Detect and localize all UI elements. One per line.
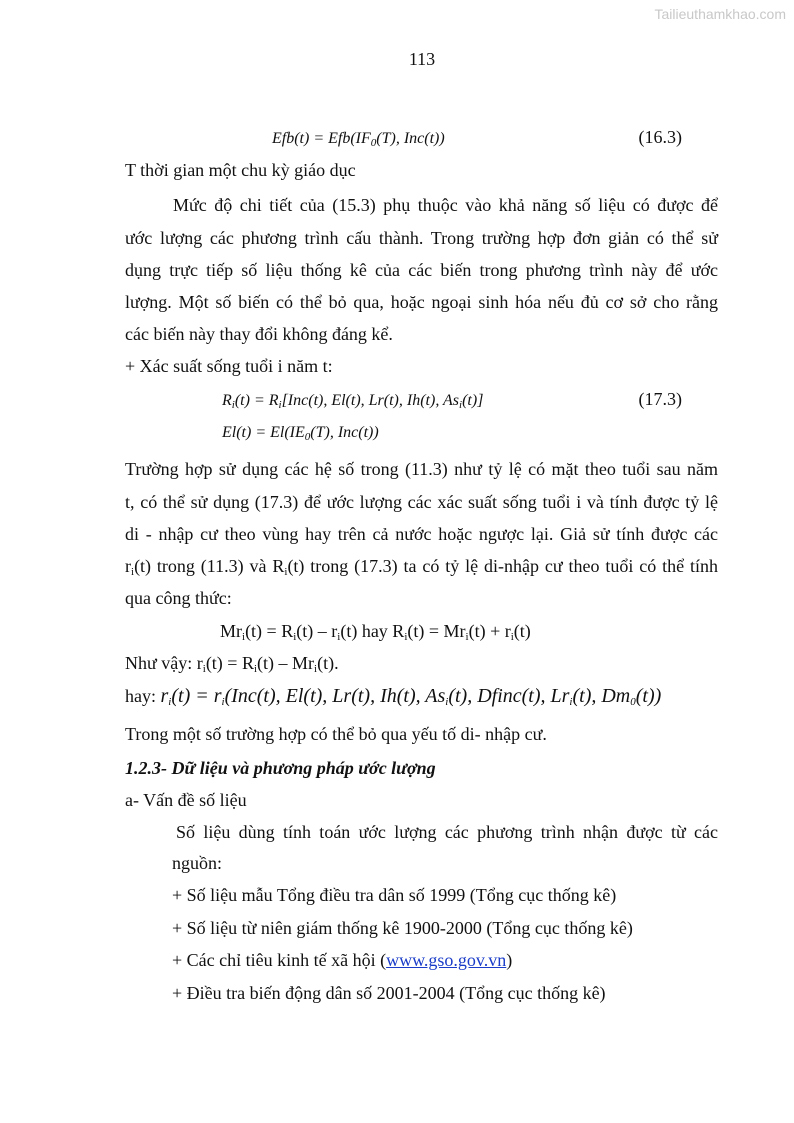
source-item: + Số liệu mẫu Tổng điều tra dân số 1999 (Tổng cục thống kê) <box>172 885 617 905</box>
paragraph-line: dụng trực tiếp số liệu thống kê của các biến trong phương trình này để ước <box>125 260 718 280</box>
equation-mr: $Mr_i(t) = R_i(t) - r_i(t)$ hay $R_i(t) = Mr_i(t) + r_i(t)$ <box>220 621 531 643</box>
text-line: Trong một số trường hợp có thể bỏ qua yếu tố di- nhập cư. <box>125 724 547 744</box>
paragraph-line: t, có thể sử dụng (17.3) để ước lượng các xác suất sống tuổi i và tính được tỷ lệ <box>125 492 718 512</box>
paragraph-line: Số liệu dùng tính toán ước lượng các phương trình nhận được từ các <box>176 822 718 842</box>
equation-number: (17.3) <box>638 389 682 409</box>
paragraph-line: Trường hợp sử dụng các hệ số trong (11.3) như tỷ lệ có mặt theo tuổi sau năm <box>125 459 718 479</box>
equation-17-3: $R_i(t) = R_i[Inc(t)$, El(t), Lr(t), Ih(t), $As_i(t)$] (17.3) <box>222 389 682 411</box>
text-line: T thời gian một chu kỳ giáo dục <box>125 160 356 180</box>
paragraph-line: Mức độ chi tiết của (15.3) phụ thuộc vào khả năng số liệu có được để <box>173 195 718 215</box>
equation-nhu-vay: Như vậy: $r_i(t) = R_i(t) - Mr_i(t)$. <box>125 653 339 675</box>
equation-16-3: $Efb(t) = Efb(IF_0(T)$, Inc(t)) (16.3) <box>272 127 682 149</box>
paragraph-line: di - nhập cư theo vùng hay trên cả nước hoặc ngược lại. Giả sử tính được các <box>125 524 718 544</box>
paragraph-line: lượng. Một số biến có thể bỏ qua, hoặc ngoại sinh hóa nếu đủ cơ sở cho rằng <box>125 292 718 312</box>
paragraph-line: $r_i(t)$ trong (11.3) và $R_i(t)$ trong (17.3) ta có tỷ lệ di-nhập cư theo tuổi có thể tính <box>125 556 718 578</box>
text-line: + Xác suất sống tuổi i năm t: <box>125 356 333 376</box>
paragraph-line: nguồn: <box>172 853 223 873</box>
page-number: 113 <box>408 49 436 69</box>
source-item: + Các chỉ tiêu kinh tế xã hội (www.gso.gov.vn) <box>172 950 513 970</box>
equation-el: $El(t) = El(IE_0(T)$, Inc(t)) <box>222 424 379 443</box>
paragraph-line: qua công thức: <box>125 588 232 608</box>
equation-number: (16.3) <box>638 127 682 147</box>
source-item: + Điều tra biến động dân số 2001-2004 (Tổng cục thống kê) <box>172 983 606 1003</box>
watermark: Tailieuthamkhao.com <box>654 6 786 22</box>
paragraph-line: ước lượng các phương trình cấu thành. Trong trường hợp đơn giản có thể sử <box>125 228 718 248</box>
gso-link[interactable]: www.gso.gov.vn <box>386 950 507 970</box>
sub-heading: a- Vấn đề số liệu <box>125 790 247 810</box>
source-item: + Số liệu từ niên giám thống kê 1900-2000 (Tổng cục thống kê) <box>172 918 633 938</box>
equation-hay: hay: $r_i(t) = r_i(Inc(t)$, El(t), Lr(t), Ih(t), $As_i(t)$, Dfinc(t), $Lr_i(t)$, $Dm_0(t)$) <box>125 685 662 708</box>
paragraph-line: các biến này thay đổi không đáng kể. <box>125 324 393 344</box>
section-heading: 1.2.3- Dữ liệu và phương pháp ước lượng <box>125 758 436 778</box>
